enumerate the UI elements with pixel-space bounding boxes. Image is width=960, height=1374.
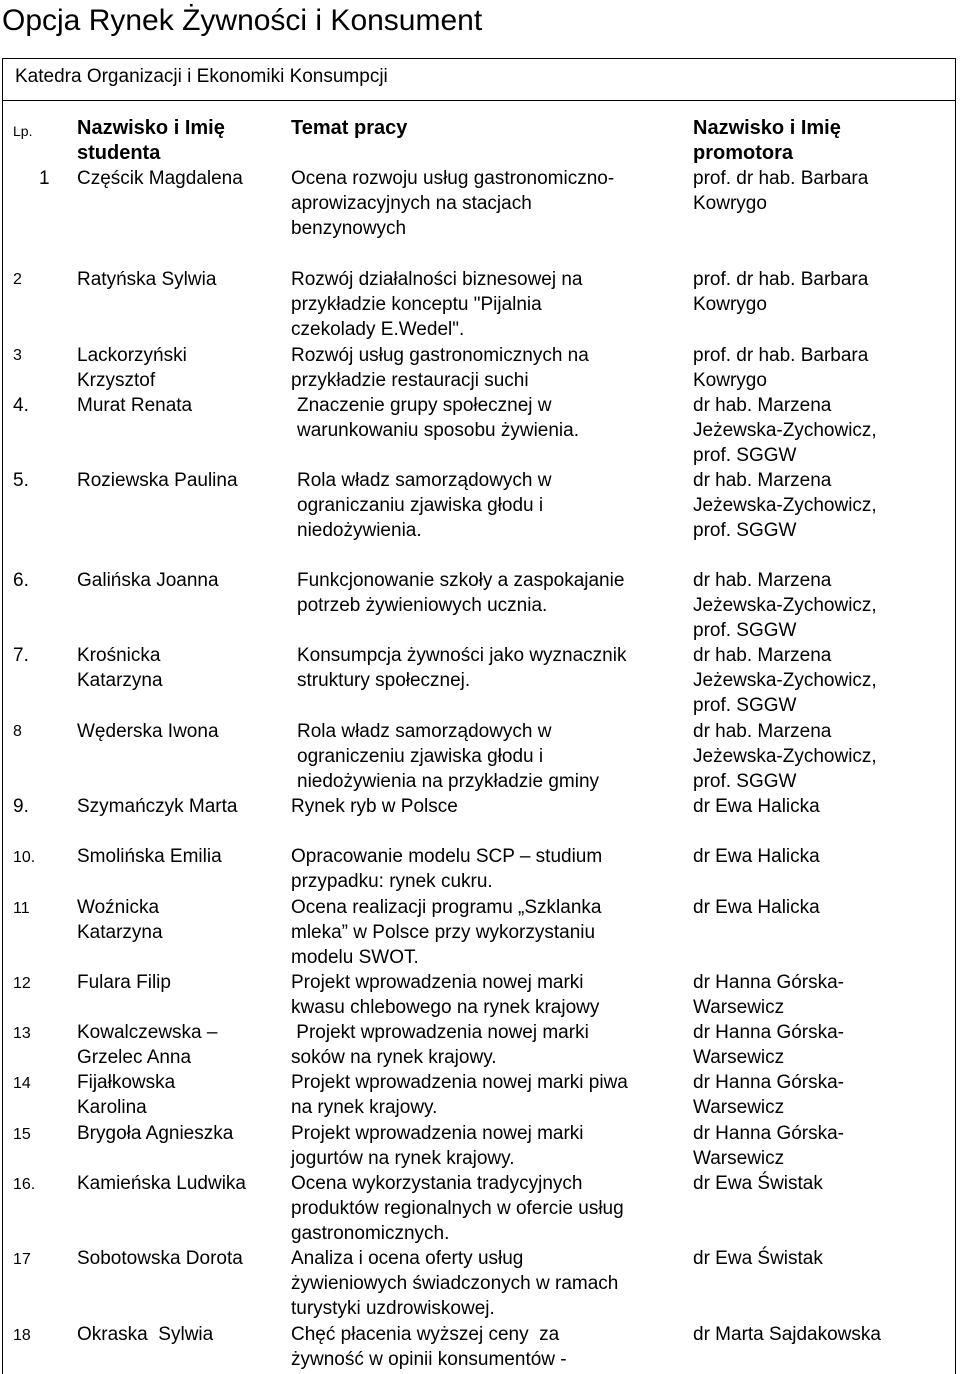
row-supervisor: dr hab. Marzena Jeżewska-Zychowicz, prof. SGGW (693, 470, 877, 541)
row-supervisor: dr Ewa Świstak (693, 1248, 823, 1269)
row-topic: Projekt wprowadzenia nowej marki piwa na rynek krajowy. (291, 1072, 628, 1118)
row-lp: 6. (13, 570, 29, 591)
row-topic: Rozwój działalności biznesowej na przykładzie konceptu "Pijalnia czekolady E.Wedel". (291, 269, 583, 340)
row-lp: 13 (13, 1025, 31, 1042)
row-student: Węderska Iwona (77, 721, 219, 742)
row-lp: 5. (13, 470, 29, 491)
row-supervisor: dr Hanna Górska- Warsewicz (693, 1123, 845, 1169)
row-lp: 1 (39, 168, 50, 189)
row-lp: 16. (13, 1176, 36, 1193)
row-topic: Ocena rozwoju usług gastronomiczno- aprowizacyjnych na stacjach benzynowych (291, 168, 615, 239)
row-student: Kamieńska Ludwika (77, 1173, 246, 1194)
header-student: Nazwisko i Imię studenta (77, 117, 225, 164)
row-supervisor: dr Ewa Świstak (693, 1173, 823, 1194)
row-lp: 14 (13, 1075, 31, 1092)
row-student: Fulara Filip (77, 972, 171, 993)
row-topic: Analiza i ocena oferty usług żywieniowych świadczonych w ramach turystyki uzdrowiskowej. (291, 1248, 619, 1319)
row-supervisor: dr Hanna Górska- Warsewicz (693, 1072, 845, 1118)
row-student: Kowalczewska – Grzelec Anna (77, 1022, 218, 1068)
row-student: Okraska Sylwia (77, 1324, 214, 1345)
row-topic: Rola władz samorządowych w ograniczeniu zjawiska głodu i niedożywienia na przykładzie gminy (297, 721, 600, 792)
row-topic: Znaczenie grupy społecznej w warunkowaniu sposobu żywienia. (297, 395, 579, 441)
row-topic: Projekt wprowadzenia nowej marki kwasu chlebowego na rynek krajowy (291, 972, 600, 1018)
row-topic: Konsumpcja żywności jako wyznacznik struktury społecznej. (297, 645, 627, 691)
row-topic: Opracowanie modelu SCP – studium przypadku: rynek cukru. (291, 846, 603, 892)
row-lp: 2 (13, 271, 22, 288)
row-supervisor: dr Ewa Halicka (693, 897, 820, 918)
department-header (2, 58, 956, 100)
row-student: Woźnicka Katarzyna (77, 897, 163, 943)
row-lp: 3 (13, 347, 22, 364)
row-student: Galińska Joanna (77, 570, 219, 591)
row-topic: Ocena realizacji programu „Szklanka mleka” w Polsce przy wykorzystaniu modelu SWOT. (291, 897, 602, 968)
department-name: Katedra Organizacji i Ekonomiki Konsumpcji (15, 66, 388, 87)
row-topic: Projekt wprowadzenia nowej marki jogurtów na rynek krajowy. (291, 1123, 584, 1169)
row-topic: Rozwój usług gastronomicznych na przykładzie restauracji suchi (291, 345, 589, 391)
row-topic: Ocena wykorzystania tradycyjnych produktów regionalnych w ofercie usług gastronomicznych. (291, 1173, 624, 1244)
row-lp: 4. (13, 395, 29, 416)
row-lp: 15 (13, 1126, 31, 1143)
header-lp: Lp. (13, 123, 33, 139)
row-student: Sobotowska Dorota (77, 1248, 243, 1269)
row-topic: Funkcjonowanie szkoły a zaspokajanie potrzeb żywieniowych ucznia. (297, 570, 625, 616)
row-supervisor: dr hab. Marzena Jeżewska-Zychowicz, prof. SGGW (693, 395, 877, 466)
header-topic: Temat pracy (291, 117, 408, 139)
row-topic: Rola władz samorządowych w ograniczaniu zjawiska głodu i niedożywienia. (297, 470, 552, 541)
header-supervisor: Nazwisko i Imię promotora (693, 117, 841, 164)
row-lp: 17 (13, 1251, 31, 1268)
row-student: Brygoła Agnieszka (77, 1123, 234, 1144)
row-supervisor: dr hab. Marzena Jeżewska-Zychowicz, prof. SGGW (693, 721, 877, 792)
row-supervisor: dr hab. Marzena Jeżewska-Zychowicz, prof. SGGW (693, 645, 877, 716)
row-supervisor: prof. dr hab. Barbara Kowrygo (693, 168, 869, 214)
row-topic: Projekt wprowadzenia nowej marki soków na rynek krajowy. (291, 1022, 589, 1068)
row-student: Częścik Magdalena (77, 168, 243, 189)
thesis-table (2, 100, 956, 1374)
page-title: Opcja Rynek Żywności i Konsument (2, 4, 483, 37)
row-lp: 10. (13, 849, 36, 866)
row-supervisor: dr Ewa Halicka (693, 796, 820, 817)
row-supervisor: dr hab. Marzena Jeżewska-Zychowicz, prof. SGGW (693, 570, 877, 641)
row-lp: 12 (13, 975, 31, 992)
row-lp: 18 (13, 1327, 31, 1344)
row-topic: Chęć płacenia wyższej ceny za żywność w opinii konsumentów - (291, 1324, 567, 1370)
row-student: Krośnicka Katarzyna (77, 645, 163, 691)
row-lp: 8 (13, 723, 22, 740)
row-lp: 11 (13, 900, 30, 917)
row-student: Roziewska Paulina (77, 470, 238, 491)
row-supervisor: dr Ewa Halicka (693, 846, 820, 867)
row-supervisor: dr Hanna Górska- Warsewicz (693, 972, 845, 1018)
row-supervisor: dr Marta Sajdakowska (693, 1324, 881, 1345)
row-student: Lackorzyński Krzysztof (77, 345, 187, 391)
row-lp: 7. (13, 645, 29, 666)
row-supervisor: dr Hanna Górska- Warsewicz (693, 1022, 845, 1068)
row-supervisor: prof. dr hab. Barbara Kowrygo (693, 269, 869, 315)
row-student: Szymańczyk Marta (77, 796, 238, 817)
row-student: Smolińska Emilia (77, 846, 222, 867)
row-student: Ratyńska Sylwia (77, 269, 217, 290)
row-student: Fijałkowska Karolina (77, 1072, 176, 1118)
row-topic: Rynek ryb w Polsce (291, 796, 458, 817)
row-lp: 9. (13, 796, 29, 817)
row-student: Murat Renata (77, 395, 193, 416)
row-supervisor: prof. dr hab. Barbara Kowrygo (693, 345, 869, 391)
